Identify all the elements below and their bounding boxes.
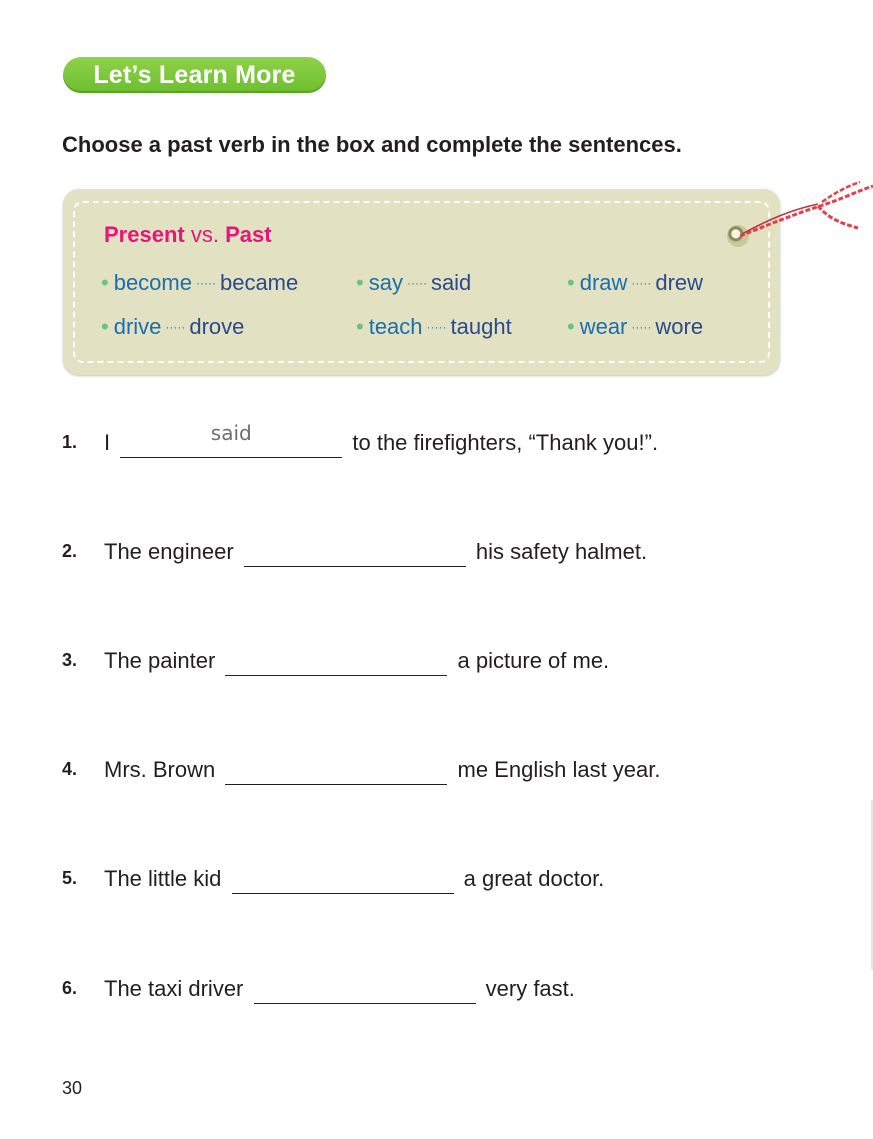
sentence-number: 5.: [62, 868, 78, 888]
present-verb: become: [113, 270, 192, 295]
title-vs: vs.: [190, 222, 219, 247]
bullet-icon: •: [101, 270, 109, 295]
answer-blank[interactable]: [120, 421, 342, 458]
past-verb: became: [219, 270, 299, 295]
bullet-icon: •: [356, 270, 364, 295]
sentence-before: I: [104, 430, 111, 455]
sentence-2: [62, 539, 647, 567]
sentence-number: 2.: [62, 541, 78, 561]
sentence-before: The painter: [104, 648, 216, 673]
string-tie-icon: [740, 180, 873, 250]
verb-pair-wear: [567, 314, 703, 340]
sentence-after: his safety halmet.: [475, 539, 648, 564]
word-box-tag: [63, 189, 780, 375]
instruction-text: Choose a past verb in the box and complete the sentences.: [62, 132, 682, 157]
present-verb: teach: [368, 314, 423, 339]
answer-text: said: [210, 421, 252, 445]
dots-icon: ·····: [631, 320, 652, 334]
bullet-icon: •: [101, 314, 109, 339]
verb-pair-teach: [356, 314, 512, 340]
sentence-after: a picture of me.: [457, 648, 610, 673]
present-verb: drive: [113, 314, 162, 339]
word-box-title: [104, 222, 272, 248]
answer-blank[interactable]: [254, 977, 476, 1004]
verb-pair-draw: [567, 270, 703, 296]
sentence-before: The little kid: [104, 866, 222, 891]
sentence-after: me English last year.: [457, 757, 661, 782]
verb-pair-drive: [101, 314, 244, 340]
dots-icon: ·····: [631, 276, 652, 290]
sentence-before: Mrs. Brown: [104, 757, 216, 782]
present-verb: say: [368, 270, 403, 295]
dots-icon: ·····: [406, 276, 427, 290]
past-verb: said: [430, 270, 472, 295]
section-badge: Let’s Learn More: [63, 57, 326, 93]
dots-icon: ·····: [165, 320, 186, 334]
dots-icon: ·····: [195, 276, 216, 290]
sentence-5: [62, 866, 604, 894]
answer-blank[interactable]: [244, 540, 466, 567]
sentence-6: [62, 976, 575, 1004]
sentence-1: [62, 421, 659, 458]
bullet-icon: •: [567, 314, 575, 339]
verb-pair-say: [356, 270, 471, 296]
sentence-4: [62, 757, 660, 785]
past-verb: drew: [655, 270, 704, 295]
past-verb: wore: [655, 314, 704, 339]
dots-icon: ·····: [426, 320, 447, 334]
answer-blank[interactable]: [225, 758, 447, 785]
sentence-number: 4.: [62, 759, 78, 779]
bullet-icon: •: [567, 270, 575, 295]
sentence-3: [62, 648, 609, 676]
sentence-number: 6.: [62, 978, 78, 998]
title-present: Present: [104, 222, 185, 247]
sentence-number: 3.: [62, 650, 78, 670]
sentence-after: to the firefighters, “Thank you!”.: [352, 430, 659, 455]
sentence-before: The taxi driver: [104, 976, 244, 1001]
sentence-number: 1.: [62, 432, 78, 452]
sentence-after: a great doctor.: [463, 866, 605, 891]
bullet-icon: •: [356, 314, 364, 339]
title-past: Past: [225, 222, 272, 247]
present-verb: wear: [579, 314, 628, 339]
answer-blank[interactable]: [232, 867, 454, 894]
answer-blank[interactable]: [225, 649, 447, 676]
page-number: 30: [62, 1078, 83, 1098]
present-verb: draw: [579, 270, 628, 295]
verb-pair-become: [101, 270, 298, 296]
sentence-after: very fast.: [485, 976, 575, 1001]
past-verb: drove: [189, 314, 245, 339]
past-verb: taught: [450, 314, 512, 339]
sentence-before: The engineer: [104, 539, 234, 564]
